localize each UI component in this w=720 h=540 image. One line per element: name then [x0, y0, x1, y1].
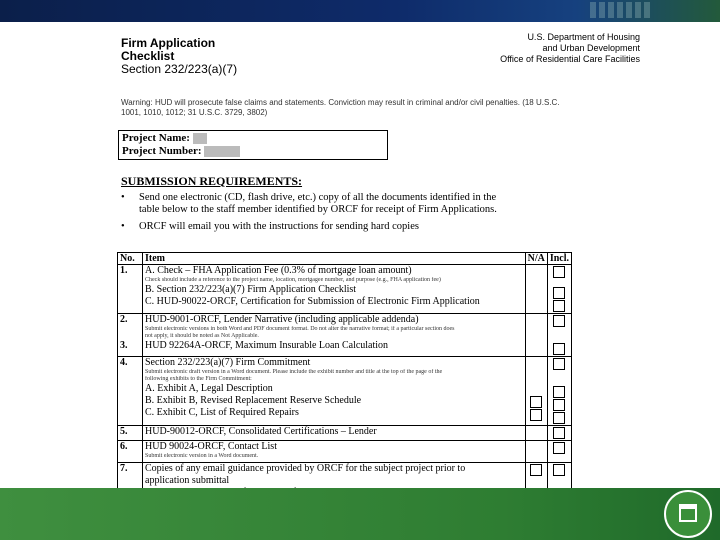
row-number-spacer: [120, 407, 140, 419]
item-note: Submit electronic versions in both Word and PDF document format. Do not alter the narrative format; if a particular section does: [145, 326, 455, 332]
table-header-row: [118, 253, 572, 265]
row-number-spacer: [120, 369, 140, 376]
redacted-field: [193, 133, 207, 144]
na-column: [525, 441, 547, 463]
checkbox-spacer: [528, 426, 545, 438]
checkbox-spacer: [528, 357, 545, 369]
item-note: not apply, it should be noted as Not Applicable.: [145, 333, 259, 339]
row-number: [118, 265, 143, 314]
row-number: [118, 314, 143, 357]
checkbox-spacer: [528, 453, 545, 460]
header-na: N/A: [525, 253, 547, 265]
item-text: C. Exhibit C, List of Required Repairs: [145, 407, 299, 418]
department-line: U.S. Department of Housing: [527, 32, 640, 42]
row-number-label: 7.: [120, 463, 128, 474]
department-header: [500, 32, 640, 65]
table-row: [118, 357, 572, 426]
incl-checkbox[interactable]: [553, 358, 565, 370]
table-row: [118, 441, 572, 463]
item-note: following exhibits to the Firm Commitment:: [145, 376, 252, 382]
row-number-label: 6.: [120, 441, 128, 452]
item-text: A. Exhibit A, Legal Description: [145, 383, 273, 394]
bullet-icon: •: [121, 221, 125, 232]
department-line: Office of Residential Care Facilities: [500, 54, 640, 64]
checkbox-spacer: [528, 383, 545, 395]
checkbox-spacer: [550, 455, 569, 462]
incl-column: [547, 357, 571, 426]
incl-checkbox[interactable]: [553, 464, 565, 476]
row-number-label: 5.: [120, 426, 128, 437]
warning-text: Warning: HUD will prosecute false claims and statements. Conviction may result in criminal and/or civil penalties. (18 U.S.C. 1001, 1010, 1012; 31 U.S.C. 3729, 3802): [121, 98, 560, 117]
bottom-banner: [0, 488, 720, 540]
title-line-1: Firm Application: [121, 36, 216, 50]
table-row: [118, 426, 572, 441]
row-number-label: 4.: [120, 357, 128, 368]
row-items: [143, 357, 526, 426]
checkbox-spacer: [528, 333, 545, 340]
item-note: Submit electronic version in a Word document.: [145, 453, 259, 459]
incl-checkbox[interactable]: [553, 266, 565, 278]
row-number: [118, 357, 143, 426]
incl-checkbox[interactable]: [553, 343, 565, 355]
checkbox-spacer: [528, 314, 545, 326]
incl-checkbox[interactable]: [553, 315, 565, 327]
checkbox-spacer: [528, 296, 545, 308]
bullet-item: [121, 192, 509, 216]
header-no: No.: [118, 253, 143, 265]
top-banner: [0, 0, 720, 22]
document-title: [121, 37, 237, 76]
item-text: B. Exhibit B, Revised Replacement Reserve Schedule: [145, 395, 362, 406]
row-items: [143, 441, 526, 463]
checklist-rows: [118, 265, 572, 511]
item-note: Check should include a reference to the project name, location, mortgagee number, and purpose (e.g., FHA application fee): [145, 277, 441, 283]
checkbox-spacer: [550, 279, 569, 286]
item-text: Section 232/223(a)(7) Firm Commitment: [145, 357, 311, 368]
project-number-label: Project Number:: [122, 145, 202, 157]
checkbox-spacer: [528, 340, 545, 352]
incl-column: [547, 265, 571, 314]
banner-logo-icon: [590, 2, 650, 18]
building-icon: [679, 504, 697, 522]
row-number-label: 3.: [120, 340, 128, 351]
incl-checkbox[interactable]: [553, 412, 565, 424]
row-number: [118, 441, 143, 463]
incl-checkbox[interactable]: [553, 442, 565, 454]
submission-heading: SUBMISSION REQUIREMENTS:: [121, 174, 303, 188]
item-note: Submit electronic draft version in a Word document. Please include the exhibit number and title at the top of the page of the: [145, 369, 443, 375]
na-column: [525, 265, 547, 314]
bullet-item: [121, 221, 509, 233]
row-number-spacer: [120, 333, 140, 340]
checklist-document: [100, 22, 640, 525]
checkbox-spacer: [528, 376, 545, 383]
item-text: A. Check – FHA Application Fee (0.3% of mortgage loan amount): [145, 265, 412, 276]
bullet-text: ORCF will email you with the instructions for sending hard copies: [139, 221, 419, 232]
na-checkbox[interactable]: [530, 409, 542, 421]
checkbox-spacer: [528, 326, 545, 333]
checkbox-spacer: [528, 277, 545, 284]
table-row: [118, 314, 572, 357]
na-column: [525, 357, 547, 426]
item-text: HUD 90024-ORCF, Contact List: [145, 441, 277, 452]
row-number-spacer: [120, 326, 140, 333]
bullet-icon: •: [121, 192, 125, 203]
department-line: and Urban Development: [542, 43, 640, 53]
row-number-spacer: [120, 383, 140, 395]
item-text: Copies of any email guidance provided by ORCF for the subject project prior to: [145, 463, 466, 474]
checkbox-spacer: [550, 328, 569, 335]
hud-seal-icon: [664, 490, 712, 538]
item-text: application submittal: [145, 475, 230, 486]
incl-column: [547, 314, 571, 357]
row-number: [118, 426, 143, 441]
row-number-spacer: [120, 376, 140, 383]
checklist-table: [117, 252, 572, 511]
incl-checkbox[interactable]: [553, 427, 565, 439]
row-number-spacer: [120, 296, 140, 308]
checkbox-spacer: [528, 441, 545, 453]
row-items: [143, 265, 526, 314]
row-number-label: 2.: [120, 314, 128, 325]
item-text: C. HUD-90022-ORCF, Certification for Submission of Electronic Firm Application: [145, 296, 480, 307]
na-column: [525, 314, 547, 357]
table-row: [118, 265, 572, 314]
na-column: [525, 426, 547, 441]
row-number-spacer: [120, 284, 140, 296]
row-number-label: 1.: [120, 265, 128, 276]
incl-column: [547, 441, 571, 463]
na-checkbox[interactable]: [530, 464, 542, 476]
item-text: HUD-90012-ORCF, Consolidated Certifications – Lender: [145, 426, 377, 437]
incl-checkbox[interactable]: [553, 399, 565, 411]
title-subtitle: Section 232/223(a)(7): [121, 62, 238, 76]
incl-checkbox[interactable]: [553, 386, 565, 398]
title-line-2: Checklist: [121, 49, 175, 63]
na-checkbox[interactable]: [530, 396, 542, 408]
incl-checkbox[interactable]: [553, 300, 565, 312]
item-text: HUD-9001-ORCF, Lender Narrative (including applicable addenda): [145, 314, 419, 325]
row-items: [143, 314, 526, 357]
redacted-field: [204, 146, 240, 157]
project-box: [118, 130, 388, 160]
header-item: Item: [143, 253, 526, 265]
checkbox-spacer: [528, 284, 545, 296]
row-number-spacer: [120, 453, 140, 460]
checkbox-spacer: [550, 378, 569, 385]
bullet-text: Send one electronic (CD, flash drive, etc.) copy of all the documents identified in the table below to the staff member identified by ORCF for receipt of Firm Applications.: [139, 192, 497, 215]
checkbox-spacer: [528, 265, 545, 277]
row-number-spacer: [120, 395, 140, 407]
row-number-spacer: [120, 475, 140, 487]
checkbox-spacer: [550, 371, 569, 378]
row-number-spacer: [120, 277, 140, 284]
header-incl: Incl.: [547, 253, 571, 265]
checkbox-spacer: [528, 369, 545, 376]
item-text: B. Section 232/223(a)(7) Firm Application Checklist: [145, 284, 357, 295]
checkbox-spacer: [550, 335, 569, 342]
project-name-label: Project Name:: [122, 132, 190, 144]
row-items: [143, 426, 526, 441]
item-text: HUD 92264A-ORCF, Maximum Insurable Loan Calculation: [145, 340, 389, 351]
incl-checkbox[interactable]: [553, 287, 565, 299]
incl-column: [547, 426, 571, 441]
